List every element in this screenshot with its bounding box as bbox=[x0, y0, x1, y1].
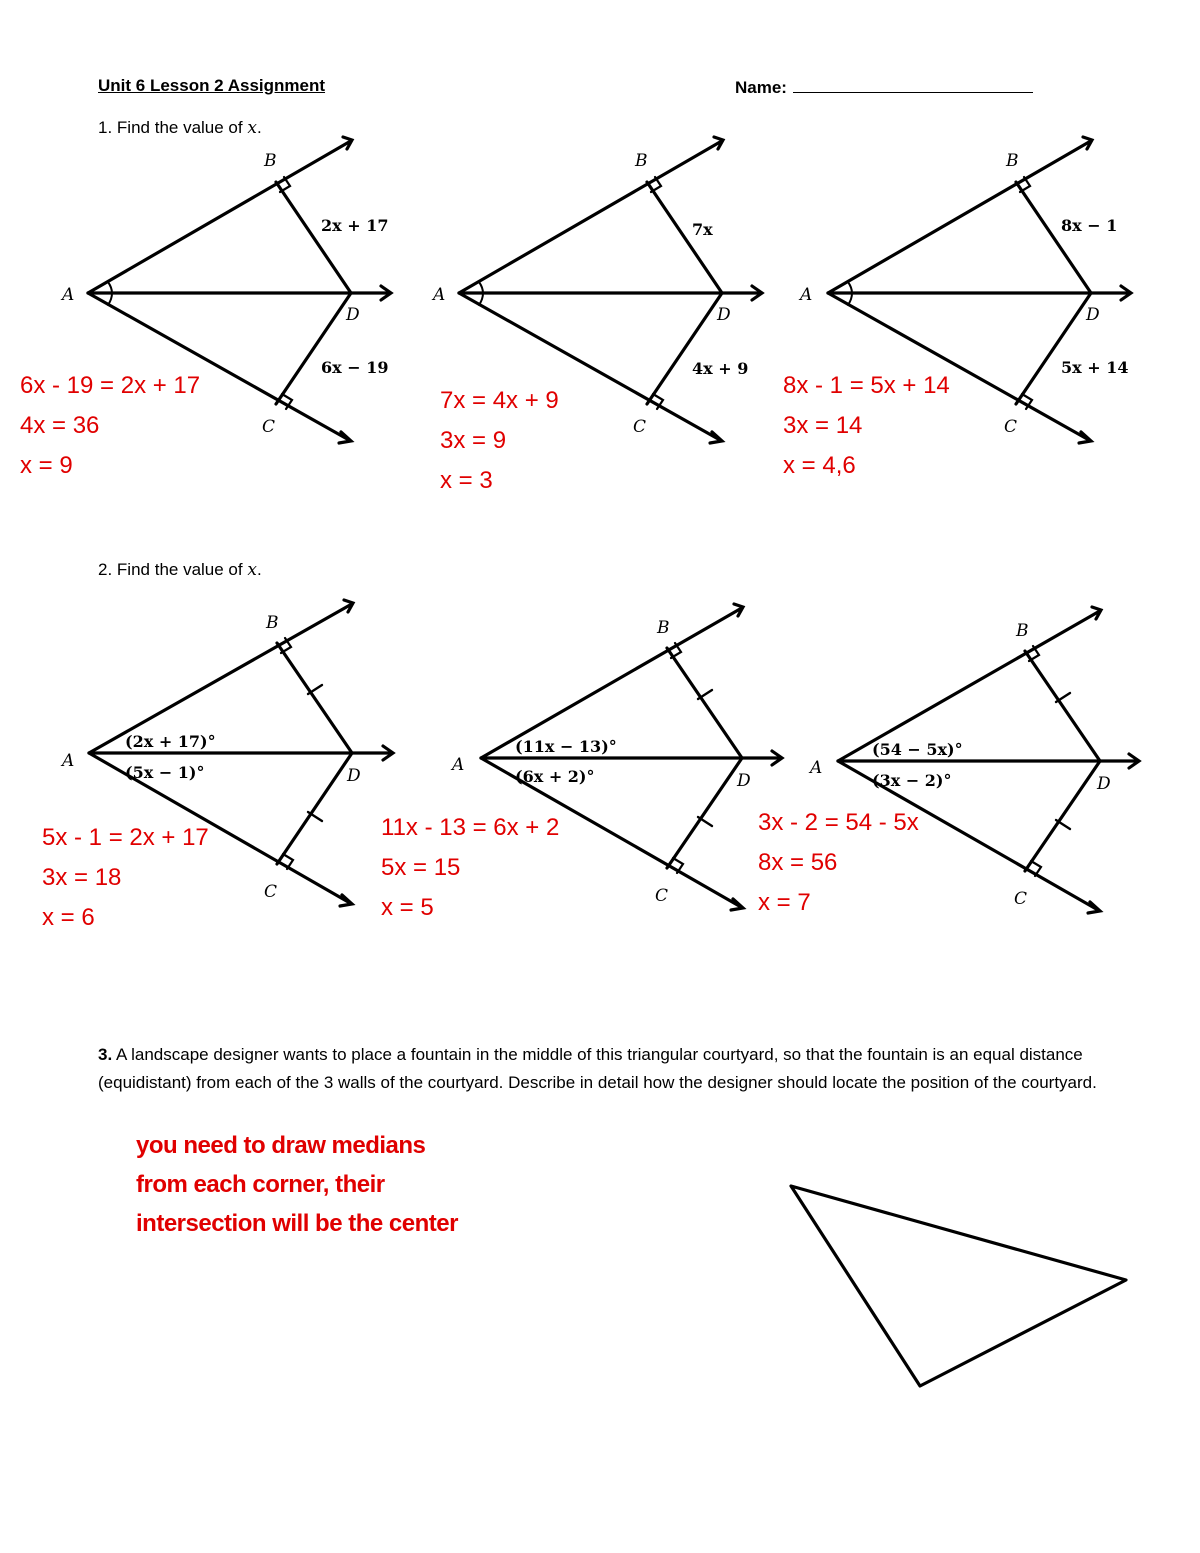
work-line: 5x = 15 bbox=[381, 854, 461, 881]
ray-ab bbox=[89, 600, 353, 753]
angle-bad-label: (11x − 13)° bbox=[515, 737, 617, 756]
work-line: 3x - 2 = 54 - 5x bbox=[758, 809, 919, 836]
segment-bd-label: 8x − 1 bbox=[1061, 216, 1118, 235]
q2-prompt-variable: x bbox=[247, 560, 257, 580]
segment-cd-label: 4x + 9 bbox=[692, 359, 749, 378]
point-a: A bbox=[452, 755, 465, 775]
q3-answer bbox=[136, 1126, 458, 1243]
courtyard-triangle bbox=[791, 1186, 1126, 1386]
point-b: B bbox=[1006, 151, 1019, 171]
point-d: D bbox=[346, 305, 360, 325]
q2-prompt-period: . bbox=[256, 560, 262, 579]
q1-prompt-variable: x bbox=[247, 118, 257, 138]
angle-cad-label: (3x − 2)° bbox=[872, 771, 952, 790]
segment-bd-label: 7x bbox=[692, 220, 713, 239]
answer-line: intersection will be the center bbox=[136, 1210, 458, 1237]
answer-line: you need to draw medians bbox=[136, 1132, 426, 1159]
work-line: x = 3 bbox=[440, 467, 493, 494]
point-b: B bbox=[657, 618, 670, 638]
point-b: B bbox=[264, 151, 277, 171]
ray-ab bbox=[88, 137, 352, 293]
ray-ad bbox=[88, 286, 391, 300]
segment-cd-label: 5x + 14 bbox=[1061, 358, 1129, 377]
work-line: 8x - 1 = 5x + 14 bbox=[783, 372, 950, 399]
q2-work-3 bbox=[758, 803, 919, 923]
answer-line: from each corner, their bbox=[136, 1171, 385, 1198]
q3-prompt-text: A landscape designer wants to place a fountain in the middle of this triangular courtyard, so that the fountain is an equal distance (equidistant) from each of the 3 walls of the courtyard. Describe in detail how the designer should locate the position of the courtyard. bbox=[98, 1045, 1097, 1092]
point-d: D bbox=[717, 305, 731, 325]
work-line: x = 7 bbox=[758, 889, 811, 916]
q1-prompt-period: . bbox=[256, 118, 262, 137]
point-d: D bbox=[737, 771, 751, 791]
point-a: A bbox=[810, 758, 823, 778]
point-c: C bbox=[1014, 889, 1028, 909]
q1-work-1 bbox=[20, 366, 200, 486]
q1-prompt-text: Find the value of bbox=[116, 118, 243, 137]
q2-number: 2. bbox=[98, 560, 113, 579]
point-a: A bbox=[800, 285, 813, 305]
q3-number: 3. bbox=[98, 1045, 113, 1064]
angle-cad-label: (5x − 1)° bbox=[125, 763, 205, 782]
work-line: 11x - 13 = 6x + 2 bbox=[381, 814, 560, 841]
work-line: x = 6 bbox=[42, 904, 95, 931]
point-c: C bbox=[633, 417, 647, 437]
point-a: A bbox=[62, 751, 75, 771]
work-line: 3x = 18 bbox=[42, 864, 122, 891]
work-line: 5x - 1 = 2x + 17 bbox=[42, 824, 209, 851]
q2-work-1 bbox=[42, 818, 209, 938]
point-a: A bbox=[62, 285, 75, 305]
work-line: x = 4,6 bbox=[783, 452, 856, 479]
point-b: B bbox=[266, 613, 279, 633]
ray-ad bbox=[828, 286, 1131, 300]
work-line: x = 9 bbox=[20, 452, 73, 479]
title-text: Unit 6 Lesson 2 Assignment bbox=[98, 76, 326, 95]
work-line: 3x = 9 bbox=[440, 427, 507, 454]
q2-prompt-text: Find the value of bbox=[116, 560, 243, 579]
segment-bd-label: 2x + 17 bbox=[321, 216, 389, 235]
ray-ab bbox=[828, 137, 1092, 293]
point-b: B bbox=[1016, 621, 1029, 641]
q3-prompt bbox=[98, 1041, 1108, 1097]
right-angle-c bbox=[673, 858, 683, 873]
angle-cad-label: (6x + 2)° bbox=[515, 767, 595, 786]
ray-ab bbox=[459, 137, 723, 293]
point-c: C bbox=[264, 882, 278, 902]
q1-work-3 bbox=[783, 366, 950, 486]
work-line: x = 5 bbox=[381, 894, 434, 921]
q1-number: 1. bbox=[98, 118, 113, 137]
name-label: Name: bbox=[735, 78, 787, 97]
ray-ab bbox=[481, 604, 743, 758]
work-line: 3x = 14 bbox=[783, 412, 863, 439]
point-c: C bbox=[655, 886, 669, 906]
point-a: A bbox=[433, 285, 446, 305]
work-line: 7x = 4x + 9 bbox=[440, 387, 559, 414]
point-c: C bbox=[1004, 417, 1018, 437]
point-d: D bbox=[1097, 774, 1111, 794]
segment-cd-label: 6x − 19 bbox=[321, 358, 389, 377]
ray-ad bbox=[459, 286, 762, 300]
ray-ab bbox=[838, 607, 1101, 761]
angle-bad-label: (2x + 17)° bbox=[125, 732, 216, 751]
q2-work-2 bbox=[381, 808, 559, 928]
q1-work-2 bbox=[440, 381, 559, 501]
point-b: B bbox=[635, 151, 648, 171]
point-d: D bbox=[1086, 305, 1100, 325]
work-line: 8x = 56 bbox=[758, 849, 838, 876]
angle-bad-label: (54 − 5x)° bbox=[872, 740, 963, 759]
point-c: C bbox=[262, 417, 276, 437]
point-d: D bbox=[347, 766, 361, 786]
work-line: 6x - 19 = 2x + 17 bbox=[20, 372, 201, 399]
work-line: 4x = 36 bbox=[20, 412, 100, 439]
